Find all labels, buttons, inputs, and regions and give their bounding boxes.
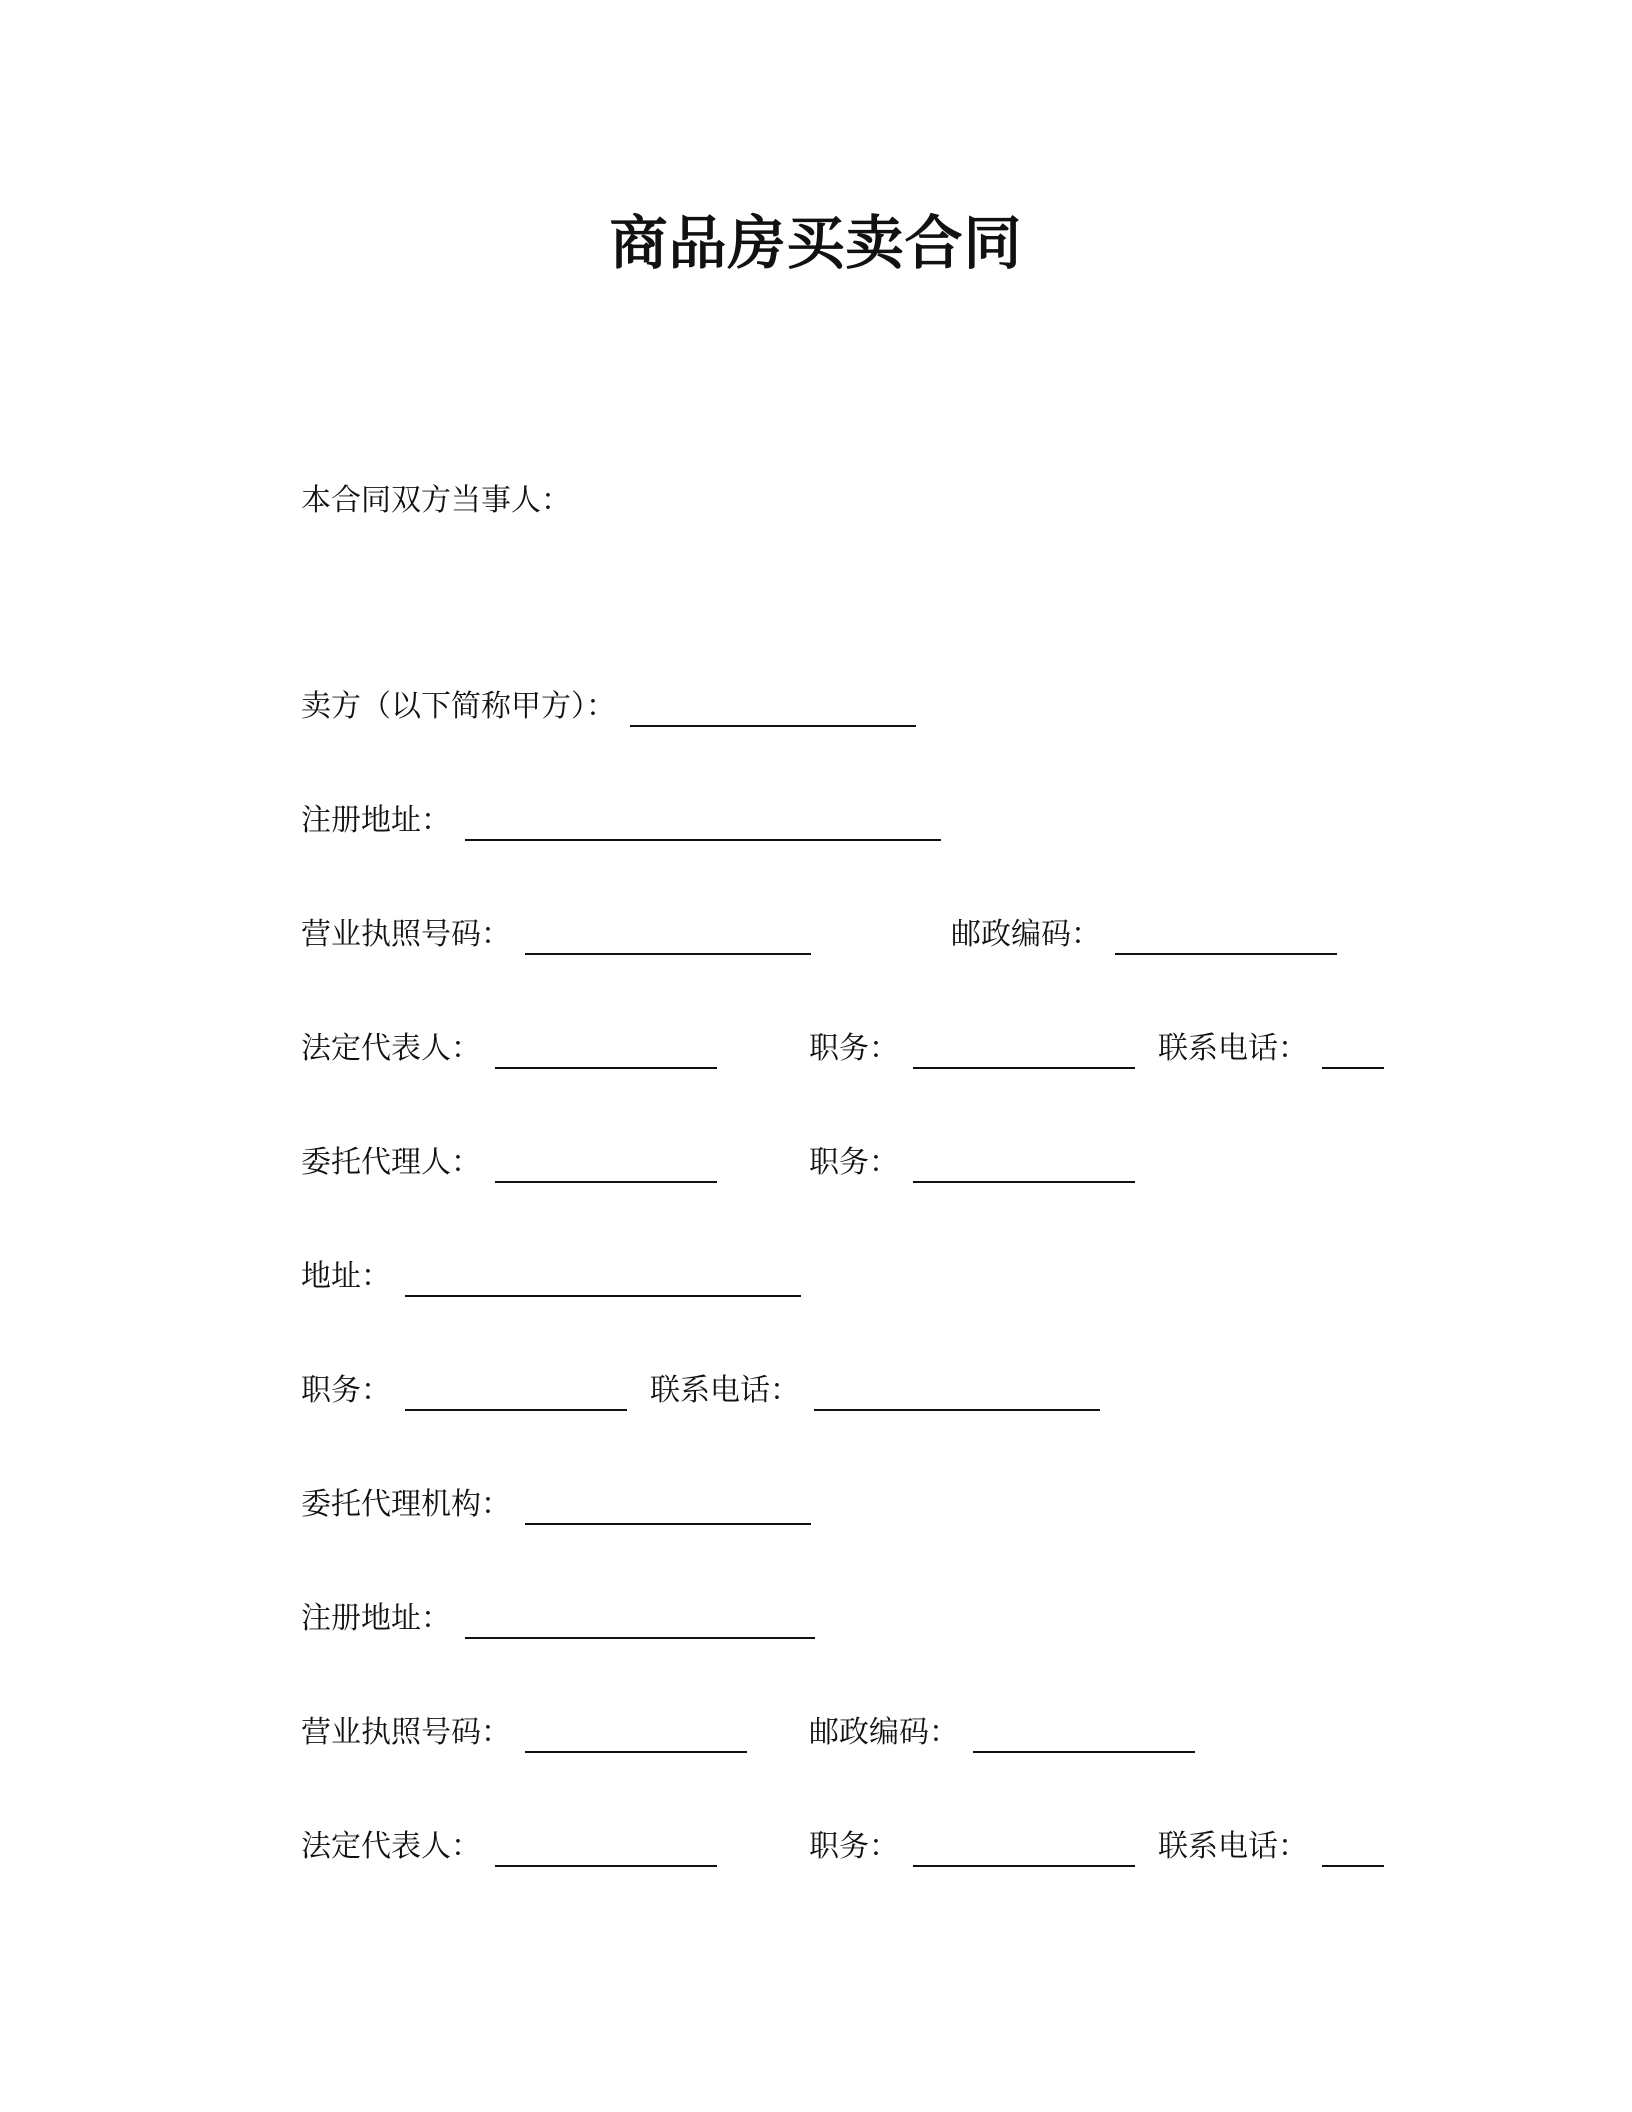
field-business-license	[301, 911, 811, 955]
field-label: 职务：	[809, 1031, 899, 1066]
phone-blank[interactable]	[814, 1409, 1100, 1411]
business-license-blank[interactable]	[525, 953, 811, 955]
phone-blank[interactable]	[1322, 1865, 1384, 1867]
phone-blank[interactable]	[1322, 1067, 1384, 1069]
field-address	[301, 1253, 801, 1297]
position-blank[interactable]	[913, 1067, 1135, 1069]
field-label: 联系电话：	[650, 1373, 800, 1408]
field-label: 营业执照号码：	[301, 1715, 511, 1750]
field-agency	[301, 1481, 811, 1525]
field-position	[809, 1025, 1135, 1069]
field-label: 注册地址：	[301, 1601, 451, 1636]
field-registered-address	[301, 797, 941, 841]
position-blank[interactable]	[913, 1181, 1135, 1183]
field-label: 注册地址：	[301, 803, 451, 838]
field-label: 法定代表人：	[301, 1031, 481, 1066]
form-row-registered-address	[0, 797, 1632, 841]
field-phone	[1158, 1025, 1384, 1069]
field-label: 卖方（以下简称甲方）：	[301, 689, 616, 724]
seller-blank[interactable]	[630, 725, 916, 727]
postcode-blank[interactable]	[973, 1751, 1195, 1753]
field-label: 法定代表人：	[301, 1829, 481, 1864]
address-blank[interactable]	[405, 1295, 801, 1297]
position-blank[interactable]	[913, 1865, 1135, 1867]
field-registered-address	[301, 1595, 815, 1639]
field-label: 委托代理人：	[301, 1145, 481, 1180]
form-row-agency-license-postcode	[0, 1709, 1632, 1753]
form-row-license-postcode	[0, 911, 1632, 955]
field-label: 邮政编码：	[951, 917, 1101, 952]
registered-address-blank[interactable]	[465, 839, 941, 841]
field-position	[301, 1367, 627, 1411]
postcode-blank[interactable]	[1115, 953, 1337, 955]
field-postcode	[809, 1709, 1195, 1753]
agent-blank[interactable]	[495, 1181, 717, 1183]
parties-intro: 本合同双方当事人：	[301, 483, 571, 518]
form-row-position-phone	[0, 1367, 1632, 1411]
legal-representative-blank[interactable]	[495, 1067, 717, 1069]
form-row-agency-legal-representative	[0, 1823, 1632, 1867]
field-postcode	[951, 911, 1337, 955]
field-label: 委托代理机构：	[301, 1487, 511, 1522]
field-label: 职务：	[809, 1829, 899, 1864]
legal-representative-blank[interactable]	[495, 1865, 717, 1867]
field-seller	[301, 683, 916, 727]
form-row-legal-representative	[0, 1025, 1632, 1069]
field-label: 联系电话：	[1158, 1031, 1308, 1066]
field-legal-representative	[301, 1823, 717, 1867]
field-business-license	[301, 1709, 747, 1753]
position-blank[interactable]	[405, 1409, 627, 1411]
field-phone	[1158, 1823, 1384, 1867]
business-license-blank[interactable]	[525, 1751, 747, 1753]
agency-blank[interactable]	[525, 1523, 811, 1525]
field-label: 营业执照号码：	[301, 917, 511, 952]
field-position	[809, 1139, 1135, 1183]
field-legal-representative	[301, 1025, 717, 1069]
form-row-agent	[0, 1139, 1632, 1183]
document-title: 商品房买卖合同	[609, 209, 1023, 277]
field-position	[809, 1823, 1135, 1867]
field-agent	[301, 1139, 717, 1183]
form-row-seller	[0, 683, 1632, 727]
field-label: 邮政编码：	[809, 1715, 959, 1750]
form-row-agency	[0, 1481, 1632, 1525]
registered-address-blank[interactable]	[465, 1637, 815, 1639]
field-label: 职务：	[809, 1145, 899, 1180]
form-row-address	[0, 1253, 1632, 1297]
field-label: 职务：	[301, 1373, 391, 1408]
field-label: 联系电话：	[1158, 1829, 1308, 1864]
form-row-agency-registered-address	[0, 1595, 1632, 1639]
field-phone	[650, 1367, 1100, 1411]
field-label: 地址：	[301, 1259, 391, 1294]
